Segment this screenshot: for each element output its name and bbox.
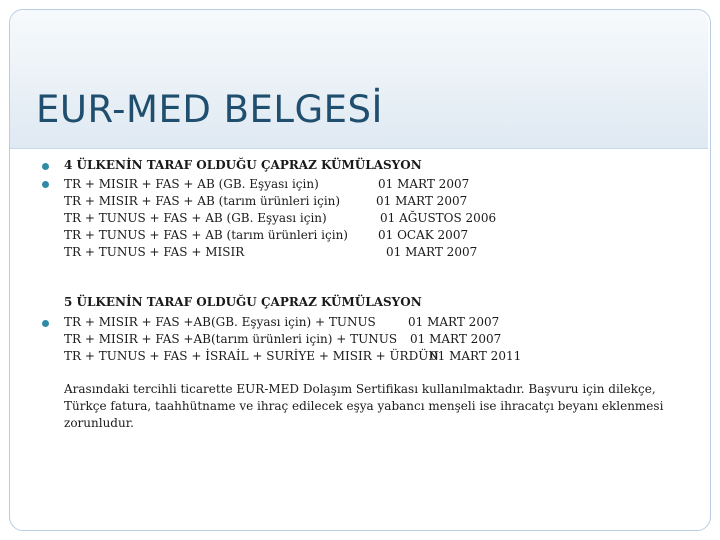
section4-row-text: TR + TUNUS + FAS + AB (tarım ürünleri için)	[64, 228, 348, 242]
section4-row-date: 01 MART 2007	[376, 194, 468, 208]
bullet-icon	[42, 181, 49, 188]
section4-row-text: TR + TUNUS + FAS + AB (GB. Eşyası için)	[64, 211, 327, 225]
section4-row-text: TR + MISIR + FAS + AB (tarım ürünleri için)	[64, 194, 341, 208]
section4-row-text: TR + TUNUS + FAS + MISIR	[64, 245, 245, 259]
section5-row-date: 01 MART 2007	[408, 315, 500, 329]
section4-heading: 4 ÜLKENİN TARAF OLDUĞU ÇAPRAZ KÜMÜLASYON	[64, 158, 422, 172]
section4-row-date: 01 MART 2007	[378, 177, 470, 191]
section5-row-text: TR + MISIR + FAS +AB(GB. Eşyası için) + TUNUS	[64, 315, 376, 329]
bullet-icon	[42, 320, 49, 327]
section4-row-date: 01 MART 2007	[386, 245, 478, 259]
section5-row-date: 01 MART 2007	[410, 332, 502, 346]
page-title: EUR-MED BELGESİ	[36, 88, 383, 131]
bullet-icon	[42, 163, 49, 170]
section5-heading: 5 ÜLKENİN TARAF OLDUĞU ÇAPRAZ KÜMÜLASYON	[64, 295, 422, 309]
section5-row-text: TR + MISIR + FAS +AB(tarım ürünleri için) + TUNUS	[64, 332, 398, 346]
info-paragraph: Arasındaki tercihli ticarette EUR-MED Dolaşım Sertifikası kullanılmaktadır. Başvuru için dilekçe, Türkçe fatura, taahhütname ve ihraç edilecek eşya yabancı menşeli ise ihracatçı beyanı eklenmesi zorunludur.	[64, 382, 664, 430]
section4-row-date: 01 AĞUSTOS 2006	[380, 211, 497, 225]
section4-row-text: TR + MISIR + FAS + AB (GB. Eşyası için)	[64, 177, 319, 191]
section5-row-date: 01 MART 2011	[430, 349, 522, 363]
section5-row-text: TR + TUNUS + FAS + İSRAİL + SURİYE + MISIR + ÜRDÜN	[64, 349, 439, 363]
section4-row-date: 01 OCAK 2007	[378, 228, 469, 242]
